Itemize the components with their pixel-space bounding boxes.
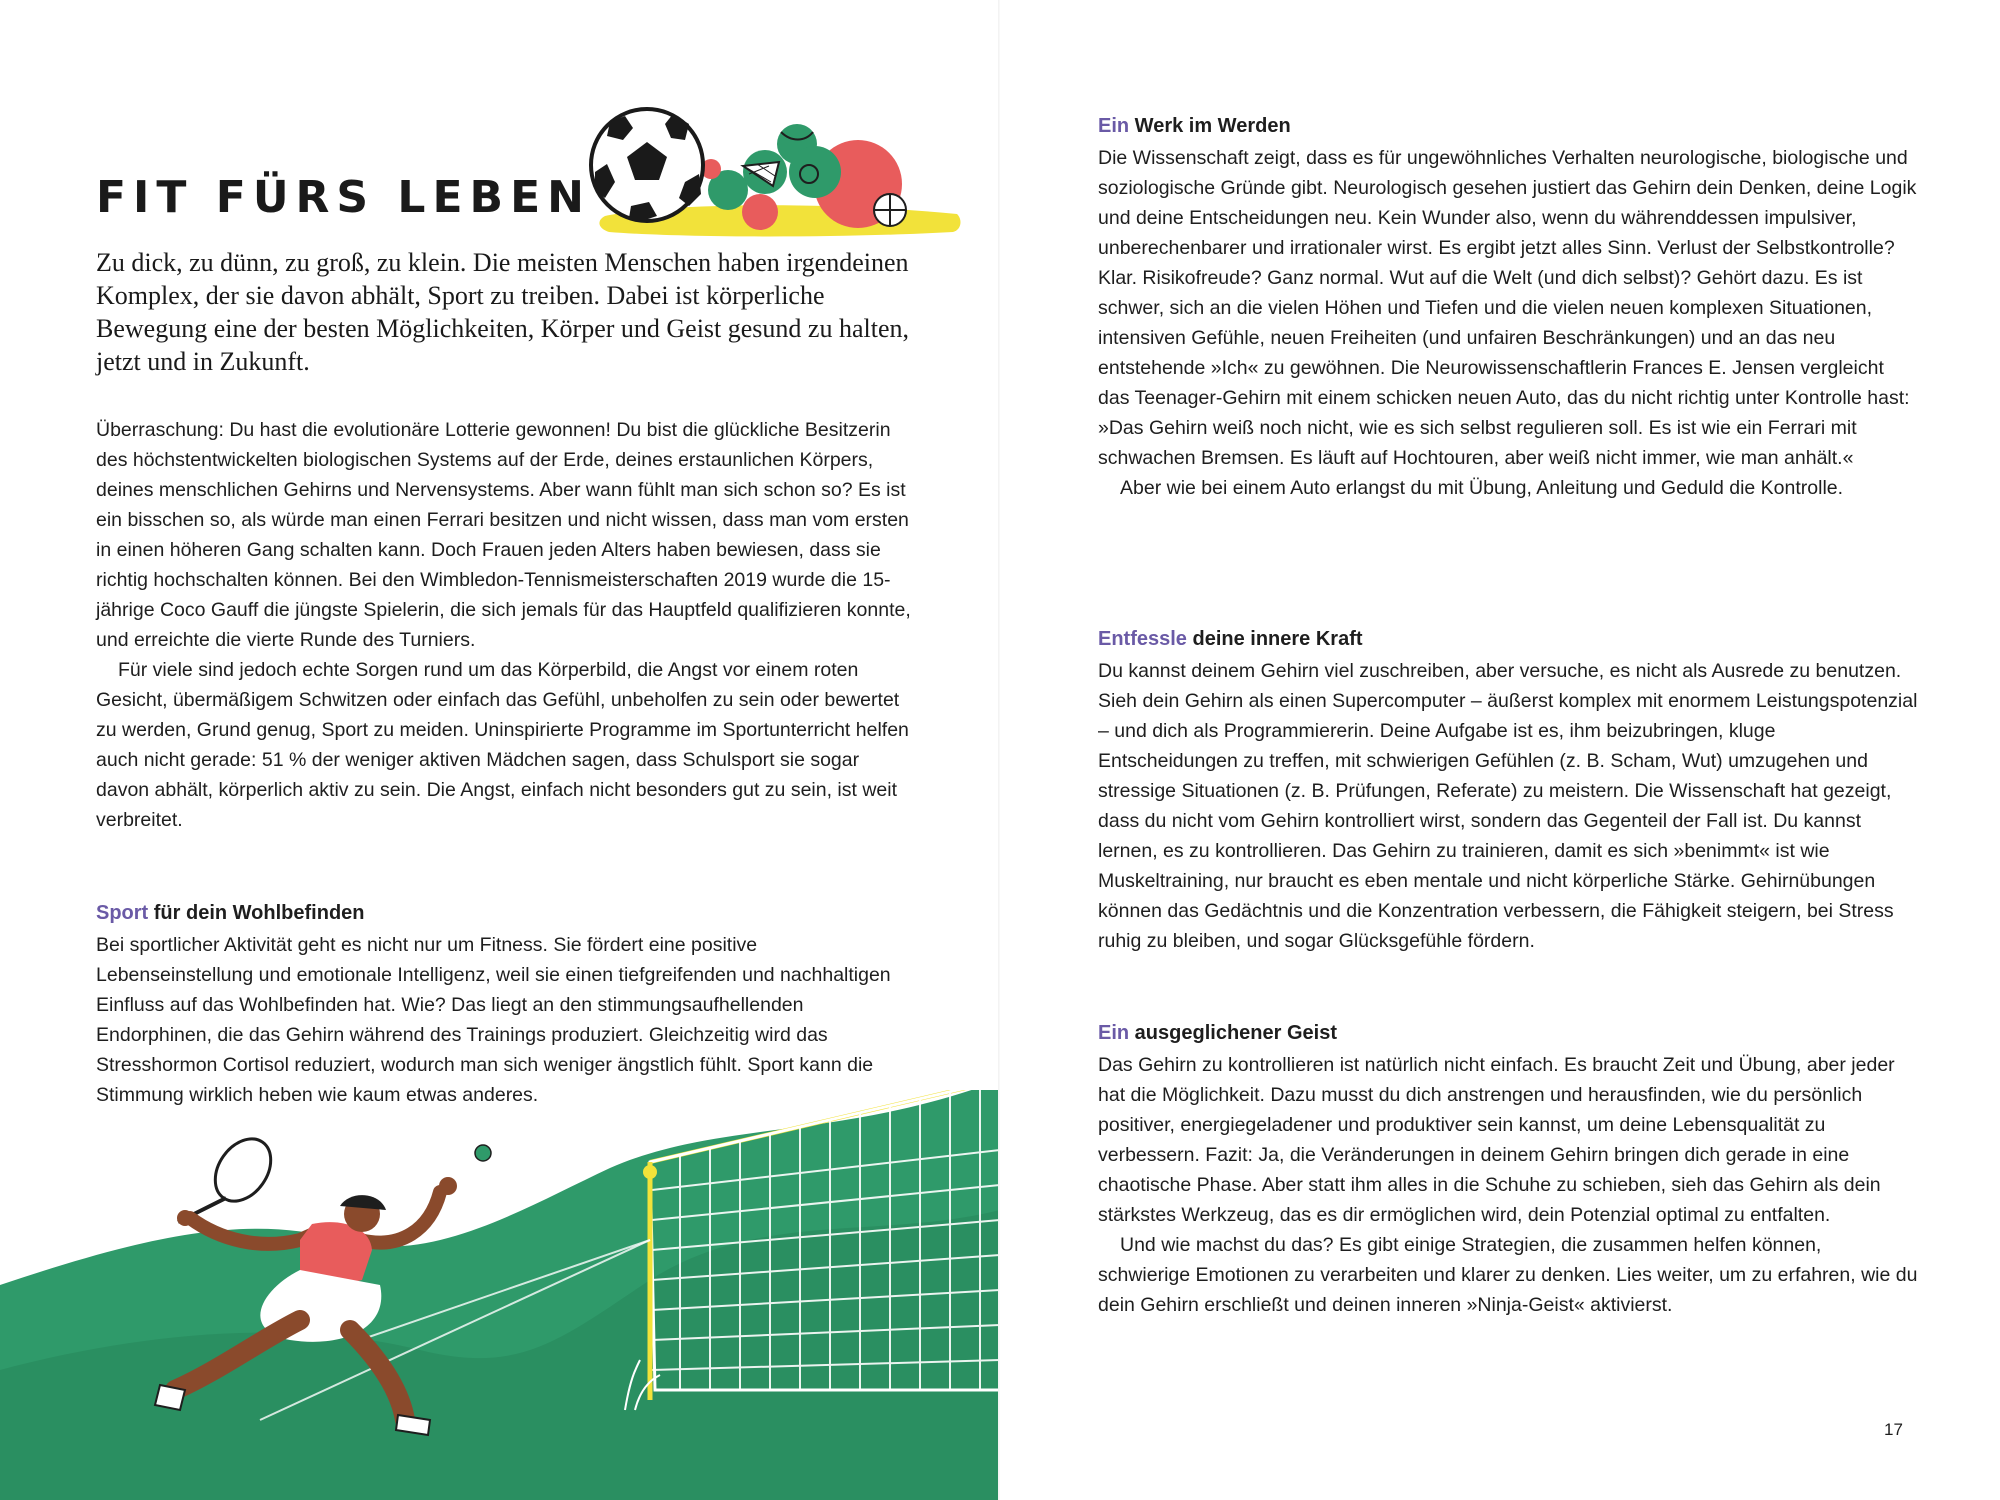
section-paragraph: Du kannst deinem Gehirn viel zuschreiben, aber versuche, es nicht als Ausrede zu benutzen. Sieh dein Gehirn als einen Supercomputer – äußerst komplex mit enormem Leistungspotenzial – und dich als Programmiererin. Deine Aufgabe ist es, ihm beizubringen, kluge Entscheidungen zu treffen, mit schwierigen Gefühlen (z. B. Scham, Wut) umzugehen und stressige Situationen (z. B. Prüfungen, Referate) zu meistern. Die Wissenschaft hat gezeigt, dass du nicht vom Gehirn kontrolliert wirst, sondern das Gegenteil der Fall ist. Du kannst lernen, es zu kontrollieren. Das Gehirn zu trainieren, damit es sich »benimmt« ist wie Muskeltraining, nur braucht es eben mentale und nicht körperliche Stärke. Gehirnübungen können das Gedächtnis und die Konzentration verbessern, die Fähigkeit steigern, bei Stress ruhig zu bleiben, und sogar Glücksgefühle fördern.	[1098, 660, 1918, 952]
heading-accent: Ein	[1098, 115, 1130, 137]
section-paragraph: Bei sportlicher Aktivität geht es nicht nur um Fitness. Sie fördert eine positive Lebenseinstellung und emotionale Intelligenz, weil sie einen tiefgreifenden und nachhaltigen Einfluss auf das Wohlbefinden hat. Wie? Das liegt an den stimmungsaufhellenden Endorphinen, die das Gehirn während des Trainings produziert. Gleichzeitig wird das Stresshormon Cortisol reduziert, wodurch man sich weniger ängstlich fühlt. Sport kann die Stimmung wirklich heben wie kaum etwas anderes.	[96, 934, 891, 1106]
section-heading-geist	[1098, 1022, 1918, 1045]
heading-rest: für dein Wohlbefinden	[148, 902, 365, 924]
section-text-werk	[1098, 143, 1918, 503]
section-heading-kraft	[1098, 628, 1918, 651]
sports-balls-illustration	[585, 102, 965, 237]
section-heading-sport	[96, 902, 916, 925]
section-text-geist	[1098, 1050, 1918, 1320]
section-paragraph: Das Gehirn zu kontrollieren ist natürlich nicht einfach. Es braucht Zeit und Übung, aber jeder hat die Möglichkeit. Dazu musst du dich anstrengen und herausfinden, wie du persönlich positiver, energiegeladener und produktiver sein kannst, um deine Lebensqualität zu verbessern. Fazit: Ja, die Veränderungen in deinem Gehirn bringen dich gerade in eine chaotische Phase. Aber statt ihm alles in die Schuhe zu schieben, sieh das Gehirn als dein stärkstes Werkzeug, das es dir ermöglichen wird, dein Potenzial optimal zu entfalten.	[1098, 1054, 1895, 1226]
section-paragraph: Aber wie bei einem Auto erlangst du mit Übung, Anleitung und Geduld die Kontrolle.	[1120, 477, 1844, 499]
section-text-sport	[96, 930, 916, 1110]
section-heading-werk	[1098, 115, 1918, 138]
page-number: 17	[1884, 1420, 1903, 1439]
lead-paragraph: Zu dick, zu dünn, zu groß, zu klein. Die meisten Menschen haben irgendeinen Komplex, der sie davon abhält, Sport zu treiben. Dabei ist körperliche Bewegung eine der besten Möglichkeiten, Körper und Geist gesund zu halten, jetzt und in Zukunft.	[96, 248, 909, 376]
section-text-kraft	[1098, 656, 1918, 956]
heading-rest: deine innere Kraft	[1186, 628, 1363, 650]
intro-paragraph: Für viele sind jedoch echte Sorgen rund um das Körperbild, die Angst vor einem roten Gesicht, übermäßigem Schwitzen oder einfach das Gefühl, unbeholfen zu sein oder bewertet zu werden, Grund genug, Sport zu meiden. Uninspirierte Programme im Sportunterricht helfen auch nicht gerade: 51 % der weniger aktiven Mädchen sagen, dass Schulsport sie sogar davon abhält, körperlich aktiv zu sein. Die Angst, einfach nicht besonders gut zu sein, ist weit verbreitet.	[96, 659, 909, 831]
right-page	[1000, 0, 2000, 1500]
heading-accent: Ein	[1098, 1022, 1130, 1044]
heading-rest: Werk im Werden	[1129, 115, 1291, 137]
section-paragraph: Und wie machst du das? Es gibt einige Strategien, die zusammen helfen können, schwierige Emotionen zu verarbeiten und klarer zu denken. Lies weiter, um zu erfahren, wie du dein Gehirn erschließt und deinen inneren »Ninja-Geist« aktivierst.	[1098, 1234, 1918, 1316]
tennis-player-illustration	[0, 1090, 1000, 1500]
heading-rest: ausgeglichener Geist	[1129, 1022, 1337, 1044]
page-title: FIT FÜRS LEBEN	[96, 172, 591, 223]
section-paragraph: Die Wissenschaft zeigt, dass es für ungewöhnliches Verhalten neurologische, biologische und soziologische Gründe gibt. Neurologisch gesehen justiert das Gehirn dein Denken, deine Logik und deine Entscheidungen neu. Kein Wunder also, wenn du währenddessen impulsiver, unberechenbarer und irrationaler wirst. Es ergibt jetzt alles Sinn. Verlust der Selbstkontrolle? Klar. Risikofreude? Ganz normal. Wut auf die Welt (und dich selbst)? Gehört dazu. Es ist schwer, sich an die vielen Höhen und Tiefen und die vielen neuen komplexen Situationen, intensiven Gefühle, neuen Freiheiten (und unfairen Beschränkungen) und an das neu entstehende »Ich« zu gewöhnen. Die Neurowissenschaftlerin Frances E. Jensen vergleicht das Teenager-Gehirn mit einem schicken neuen Auto, das du nicht richtig unter Kontrolle hast: »Das Gehirn weiß noch nicht, wie es sich selbst regulieren soll. Es ist wie ein Ferrari mit schwachen Bremsen. Es läuft auf Hochtouren, aber weiß nicht immer, wie man anhält.«	[1098, 147, 1917, 469]
intro-paragraph: Überraschung: Du hast die evolutionäre Lotterie gewonnen! Du bist die glückliche Besitzerin des höchstentwickelten biologischen Systems auf der Erde, deines erstaunlichen Körpers, deines menschlichen Gehirns und Nervensystems. Aber wann fühlt man sich schon so? Es ist ein bisschen so, als würde man einen Ferrari besitzen und nicht wissen, dass man vom ersten in einen höheren Gang schalten kann. Doch Frauen jeden Alters haben bewiesen, dass sie richtig hochschalten können. Bei den Wimbledon-Tennismeisterschaften 2019 wurde die 15-jährige Coco Gauff die jüngste Spielerin, die sich jemals für das Hauptfeld qualifizieren konnte, und erreichte die vierte Runde des Turniers.	[96, 419, 911, 651]
intro-text	[96, 415, 916, 835]
heading-accent: Sport	[96, 902, 149, 924]
heading-accent: Entfessle	[1098, 628, 1187, 650]
